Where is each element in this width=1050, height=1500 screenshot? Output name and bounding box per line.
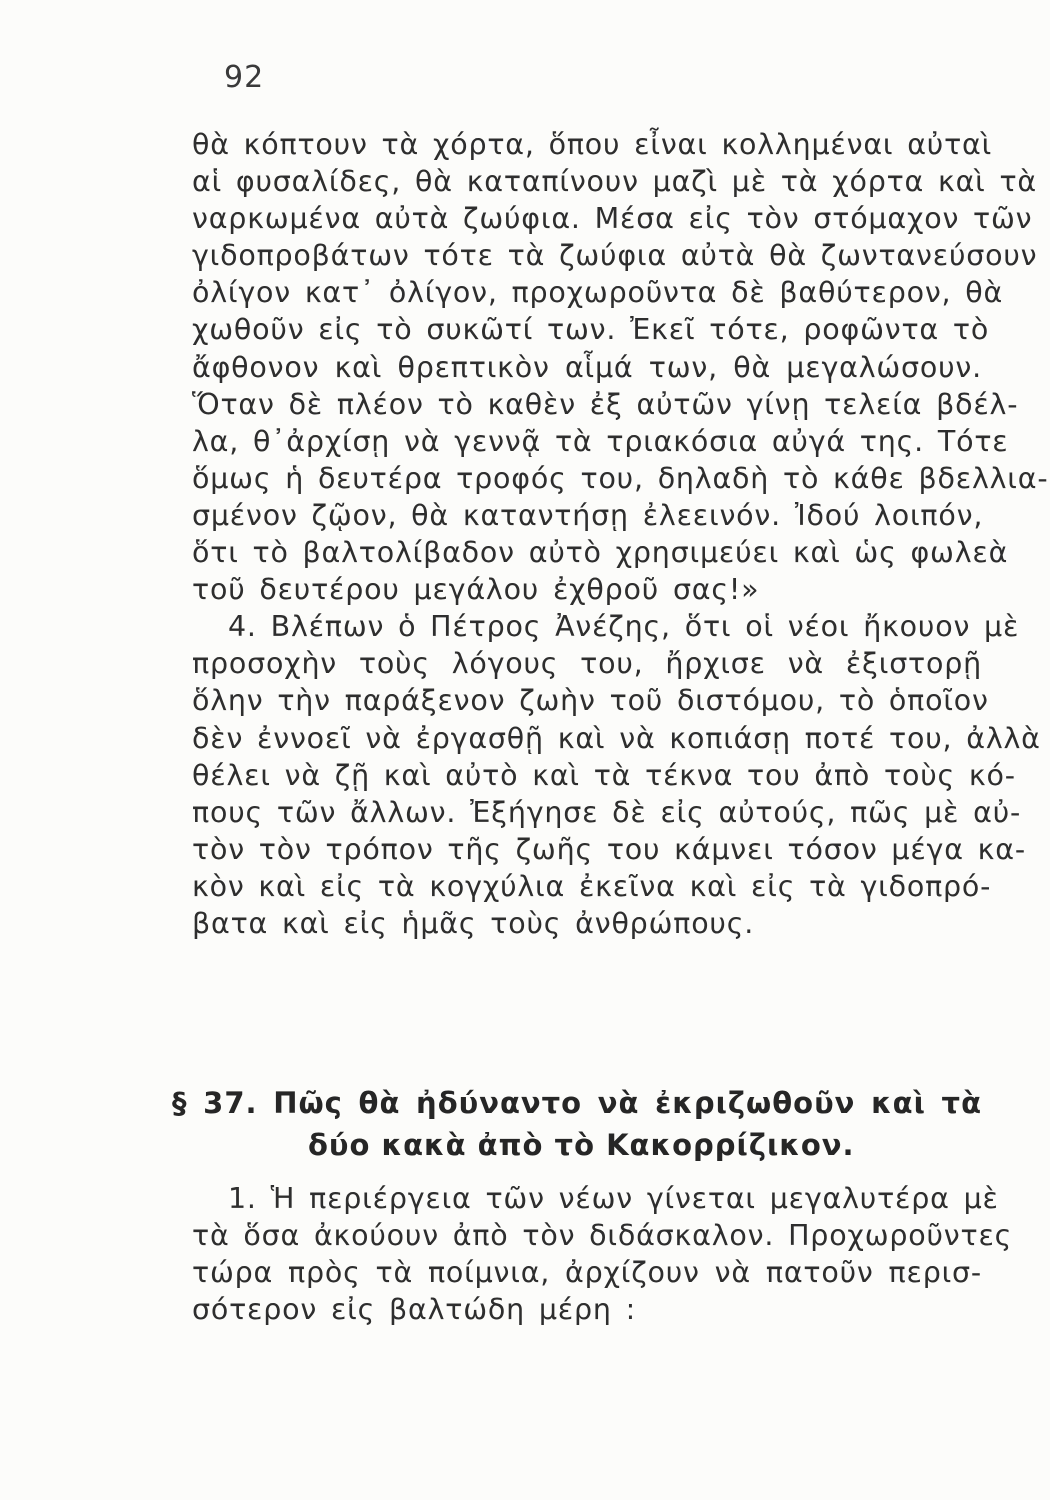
page-number: 92 bbox=[224, 60, 265, 95]
text-line: θὰ κόπτουν τὰ χόρτα, ὅπου εἶναι κολλημέναι αὐταὶ bbox=[192, 128, 993, 161]
section-heading-line: δύο κακὰ ἀπὸ τὸ Κακορρίζικον. bbox=[308, 1128, 855, 1162]
text-line: αἱ φυσαλίδες, θὰ καταπίνουν μαζὶ μὲ τὰ χόρτα καὶ τὰ bbox=[192, 165, 1038, 199]
text-line: ὀλίγον κατ᾽ ὀλίγον, προχωροῦντα δὲ βαθύτερον, θὰ bbox=[192, 276, 1004, 310]
section-heading-line: § 37. Πῶς θὰ ἠδύναντο νὰ ἐκριζωθοῦν καὶ τὰ bbox=[172, 1086, 982, 1120]
text-line: ἄφθονον καὶ θρεπτικὸν αἷμά των, θὰ μεγαλώσουν. bbox=[192, 350, 982, 384]
text-line: βατα καὶ εἰς ἡμᾶς τοὺς ἀνθρώπους. bbox=[192, 906, 755, 940]
text-line: λα, θ᾽ἀρχίσῃ νὰ γεννᾷ τὰ τριακόσια αὐγά της. Τότε bbox=[192, 424, 1009, 458]
text-line: Ὅταν δὲ πλέον τὸ καθὲν ἐξ αὐτῶν γίνῃ τελεία βδέλ- bbox=[192, 387, 1019, 421]
text-line: ὅμως ἡ δευτέρα τροφός του, δηλαδὴ τὸ κάθε βδελλια- bbox=[192, 461, 1049, 495]
text-line: κὸν καὶ εἰς τὰ κογχύλια ἐκεῖνα καὶ εἰς τὰ γιδοπρό- bbox=[192, 869, 992, 903]
text-line: τὸν τὸν τρόπον τῆς ζωῆς του κάμνει τόσον μέγα κα- bbox=[192, 832, 1026, 866]
text-line: πους τῶν ἄλλων. Ἐξήγησε δὲ εἰς αὐτούς, πῶς μὲ αὐ- bbox=[192, 795, 1022, 829]
text-line: χωθοῦν εἰς τὸ συκῶτί των. Ἐκεῖ τότε, ροφῶντα τὸ bbox=[192, 313, 990, 347]
text-line: 4. Βλέπων ὁ Πέτρος Ἀνέζης, ὅτι οἱ νέοι ἤκουον μὲ bbox=[228, 610, 1020, 644]
text-line: δὲν ἐννοεῖ νὰ ἐργασθῇ καὶ νὰ κοπιάσῃ ποτέ του, ἀλλὰ bbox=[192, 721, 1041, 755]
text-line: σότερον εἰς βαλτώδη μέρη : bbox=[192, 1293, 636, 1327]
body-text bbox=[192, 1180, 1013, 1328]
text-line: ὅτι τὸ βαλτολίβαδον αὐτὸ χρησιμεύει καὶ ὡς φωλεὰ bbox=[192, 536, 1009, 570]
text-line: θέλει νὰ ζῇ καὶ αὐτὸ καὶ τὰ τέκνα του ἀπὸ τοὺς κό- bbox=[192, 758, 1016, 792]
text-line: 1. Ἡ περιέργεια τῶν νέων γίνεται μεγαλυτέρα μὲ bbox=[228, 1182, 999, 1215]
text-line: σμένον ζῷον, θὰ καταντήσῃ ἐλεεινόν. Ἰδού λοιπόν, bbox=[192, 498, 984, 532]
text-line: γιδοπροβάτων τότε τὰ ζωύφια αὐτὰ θὰ ζωντανεύσουν bbox=[192, 239, 1038, 273]
text-line: ναρκωμένα αὐτὰ ζωύφια. Μέσα εἰς τὸν στόμαχον τῶν bbox=[192, 202, 1033, 236]
body-text bbox=[192, 126, 1049, 942]
section-heading bbox=[172, 1082, 982, 1166]
text-line: τοῦ δευτέρου μεγάλου ἐχθροῦ σας!» bbox=[192, 573, 760, 607]
text-line: τώρα πρὸς τὰ ποίμνια, ἀρχίζουν νὰ πατοῦν περισ- bbox=[192, 1256, 982, 1290]
text-line: ὅλην τὴν παράξενον ζωὴν τοῦ διστόμου, τὸ ὁποῖον bbox=[192, 684, 989, 718]
text-line: προσοχὴν τοὺς λόγους του, ἤρχισε νὰ ἐξιστορῇ bbox=[192, 647, 982, 681]
text-line: τὰ ὅσα ἀκούουν ἀπὸ τὸν διδάσκαλον. Προχωροῦντες bbox=[192, 1219, 1013, 1253]
